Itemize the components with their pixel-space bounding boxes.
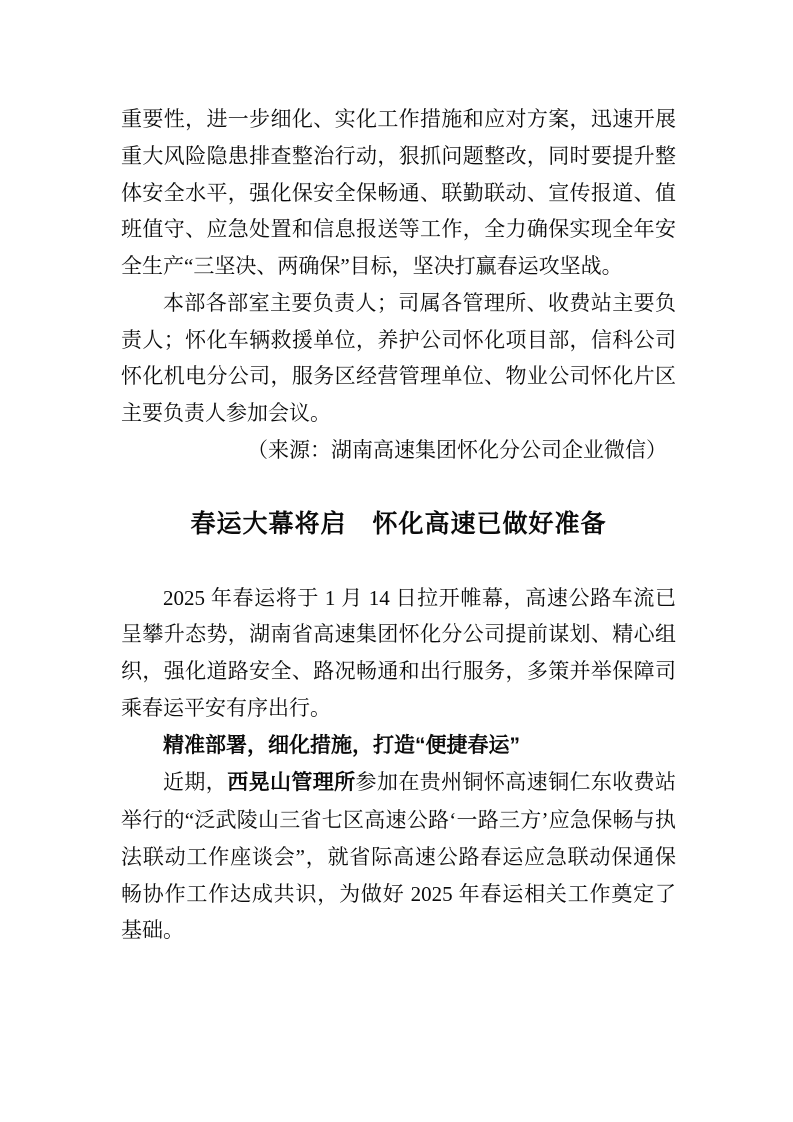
para-source (121, 432, 676, 469)
text-segment: 重要性，进一步细化、实化工作措施和应对方案，迅速开展重大风险隐患排查整治行动，狠抓问题整改，同时要提升整体安全水平，强化保安全保畅通、联勤联动、宣传报道、值班值守、应急处置和信息报送等工作，全力确保实现全年安全生产“三坚决、两确保”目标，坚决打赢春运攻坚战。 (121, 107, 676, 278)
text-segment: 精准部署，细化措施，打造“便捷春运” (163, 733, 520, 757)
text-segment: （来源：湖南高速集团怀化分公司企业微信） (247, 437, 667, 462)
para-subheading (121, 727, 676, 765)
text-segment: 近期， (163, 770, 228, 795)
text-segment: 参加在贵州铜怀高速铜仁东收费站举行的“泛武陵山三省七区高速公路‘一路三方’应急保畅与执法联动工作座谈会”，就省际高速公路春运应急联动保通保畅协作工作达成共识，为做好 2025 年春运相关工作奠定了基础。 (121, 770, 677, 943)
text-segment: 西晃山管理所 (227, 771, 356, 795)
para-continuation (121, 101, 676, 285)
para-intro (121, 580, 676, 727)
article-title (121, 506, 676, 543)
text-segment: 春运大幕将启 怀化高速已做好准备 (190, 509, 607, 538)
para-xihuangshan (121, 764, 676, 949)
para-attendees (121, 285, 676, 432)
text-segment: 2025 年春运将于 1 月 14 日拉开帷幕，高速公路车流已呈攀升态势，湖南省高速集团怀化分公司提前谋划、精心组织，强化道路安全、路况畅通和出行服务，多策并举保障司乘春运平安有序出行。 (121, 585, 676, 720)
text-segment: 本部各部室主要负责人；司属各管理所、收费站主要负责人；怀化车辆救援单位，养护公司怀化项目部，信科公司怀化机电分公司，服务区经营管理单位、物业公司怀化片区主要负责人参加会议。 (121, 290, 676, 425)
